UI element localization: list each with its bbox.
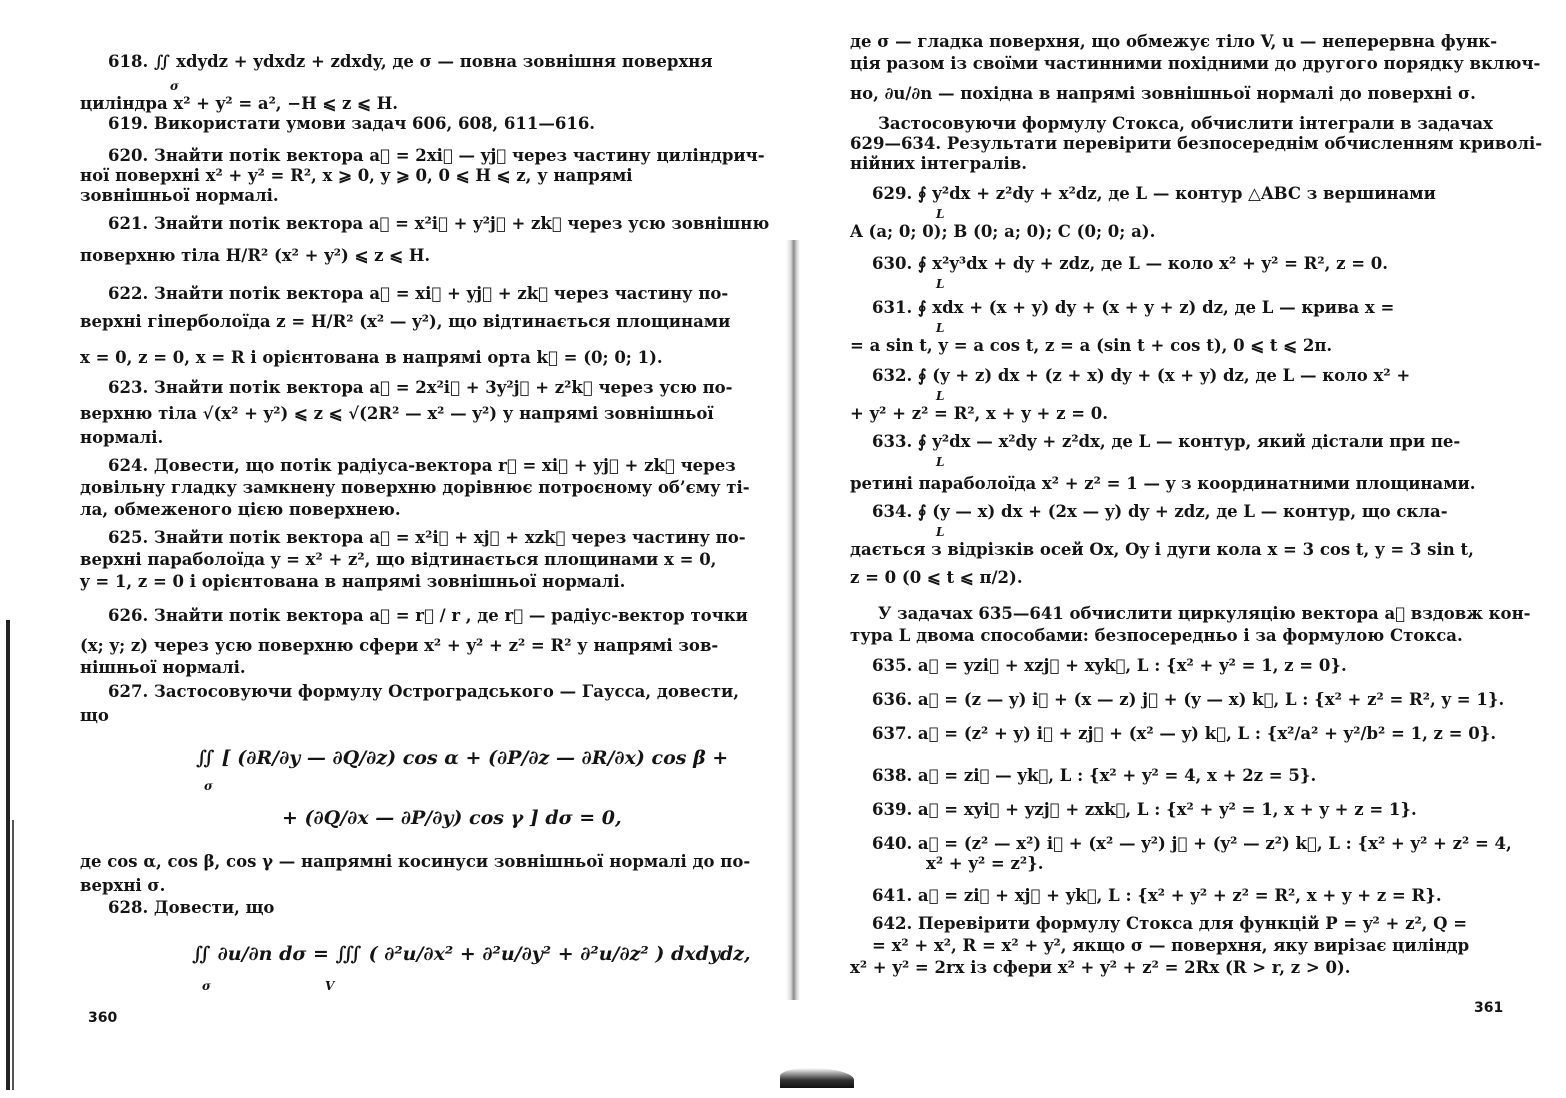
- problem-624-line1: 624. Довести, що потік радіуса-вектора r⃗ = xi⃗ + yj⃗ + zk⃗ через: [108, 456, 736, 475]
- problem-626-line2: (x; y; z) через усю поверхню сфери x² + y² + z² = R² у напрямі зов-: [80, 636, 719, 655]
- problem-639: 639. a⃗ = xyi⃗ + yzj⃗ + zxk⃗, L : {x² + y² = 1, x + y + z = 1}.: [872, 800, 1417, 819]
- problem-641: 641. a⃗ = zi⃗ + xj⃗ + yk⃗, L : {x² + y² + z² = R², x + y + z = R}.: [872, 886, 1442, 905]
- subscript-l: L: [936, 455, 945, 469]
- problem-623-line1: 623. Знайти потік вектора a⃗ = 2x²i⃗ + 3y²j⃗ + z²k⃗ через усю по-: [108, 378, 733, 397]
- problem-631-line1: 631. ∮ xdx + (x + y) dy + (x + y + z) dz, де L — крива x =: [872, 298, 1395, 317]
- subscript-l: L: [936, 207, 945, 221]
- problem-624-line2: довільну гладку замкнену поверхню дорівнює потроєному об’єму ті-: [80, 478, 750, 497]
- subscript-l: L: [936, 389, 945, 403]
- problem-633-line1: 633. ∮ y²dx — x²dy + z²dx, де L — контур, який дістали при пе-: [872, 432, 1461, 451]
- subscript-sigma: σ: [170, 79, 179, 93]
- problem-626-line3: нішньої нормалі.: [80, 658, 246, 677]
- circulation-intro-1: У задачах 635—641 обчислити циркуляцію вектора a⃗ вздовж кон-: [878, 604, 1531, 623]
- stokes-intro-1: Застосовуючи формулу Стокса, обчислити інтеграли в задачах: [878, 114, 1493, 133]
- problem-627-after2: верхні σ.: [80, 876, 166, 895]
- problem-621-line2: поверхню тіла H/R² (x² + y²) ⩽ z ⩽ H.: [80, 246, 431, 265]
- problem-636: 636. a⃗ = (z — y) i⃗ + (x — z) j⃗ + (y — x) k⃗, L : {x² + z² = R², y = 1}.: [872, 690, 1505, 709]
- circulation-intro-2: тура L двома способами: безпосередньо і за формулою Стокса.: [850, 626, 1463, 645]
- problem-625-line2: верхні параболоїда y = x² + z², що відтинається площинами x = 0,: [80, 550, 717, 569]
- formula-628: ∬ ∂u/∂n dσ = ∭ ( ∂²u/∂x² + ∂²u/∂y² + ∂²u/∂z² ) dxdydz,: [192, 943, 751, 965]
- problem-634-line2: дається з відрізків осей Ox, Oy і дуги кола x = 3 cos t, y = 3 sin t,: [850, 540, 1474, 559]
- problem-622-line2: верхні гіперболоїда z = H/R² (x² — y²), що відтинається площинами: [80, 312, 731, 331]
- problem-630: 630. ∮ x²y³dx + dy + zdz, де L — коло x² + y² = R², z = 0.: [872, 254, 1389, 273]
- problem-624-line3: ла, обмеженого цією поверхнею.: [80, 500, 401, 519]
- problem-626-line1: 626. Знайти потік вектора a⃗ = r⃗ / r , де r⃗ — радіус-вектор точки: [108, 606, 748, 625]
- problem-623-line3: нормалі.: [80, 428, 164, 447]
- problem-619: 619. Використати умови задач 606, 608, 611—616.: [108, 114, 596, 133]
- problem-618-cont: циліндра x² + y² = a², −H ⩽ z ⩽ H.: [80, 94, 399, 113]
- formula-627-sigma: σ: [204, 779, 213, 793]
- problem-634-line3: z = 0 (0 ⩽ t ⩽ π/2).: [850, 568, 1023, 587]
- formula-628-subscripts: σ V: [202, 979, 335, 993]
- problem-627-after1: де cos α, cos β, cos γ — напрямні косинуси зовнішньої нормалі до по-: [80, 852, 751, 871]
- problem-620-line3: зовнішньої нормалі.: [80, 186, 279, 205]
- right-line-1: де σ — гладка поверхня, що обмежує тіло V, u — неперервна функ-: [850, 32, 1498, 51]
- problem-627-line1: 627. Застосовуючи формулу Остроградського — Гаусса, довести,: [108, 682, 740, 701]
- formula-627-line2: + (∂Q/∂x — ∂P/∂y) cos γ ] dσ = 0,: [282, 807, 622, 829]
- problem-637: 637. a⃗ = (z² + y) i⃗ + zj⃗ + (x² — y) k⃗, L : {x²/a² + y²/b² = 1, z = 0}.: [872, 724, 1497, 743]
- subscript-l: L: [936, 277, 945, 291]
- problem-631-line2: = a sin t, y = a cos t, z = a (sin t + cos t), 0 ⩽ t ⩽ 2π.: [850, 336, 1333, 355]
- problem-628-line1: 628. Довести, що: [108, 898, 275, 917]
- stokes-intro-2: 629—634. Результати перевірити безпосереднім обчисленням криволі-: [850, 134, 1543, 153]
- problem-642-line3: x² + y² = 2rx із сфери x² + y² + z² = 2Rx (R > r, z > 0).: [850, 958, 1351, 977]
- problem-640-line2: x² + y² = z²}.: [926, 854, 1044, 873]
- problem-620-line1: 620. Знайти потік вектора a⃗ = 2xi⃗ — yj⃗ через частину циліндрич-: [108, 146, 765, 165]
- subscript-l: L: [936, 525, 945, 539]
- problem-620-line2: ної поверхні x² + y² = R², x ⩾ 0, y ⩾ 0, 0 ⩽ H ⩽ z, у напрямі: [80, 166, 633, 185]
- problem-621-line1: 621. Знайти потік вектора a⃗ = x²i⃗ + y²j⃗ + zk⃗ через усю зовнішню: [108, 214, 770, 233]
- problem-625-line1: 625. Знайти потік вектора a⃗ = x²i⃗ + xj⃗ + xzk⃗ через частину по-: [108, 528, 746, 547]
- problem-618-line: 618. ∬ xdydz + ydxdz + zdxdy, де σ — повна зовнішня поверхня: [108, 52, 713, 71]
- problem-622-line1: 622. Знайти потік вектора a⃗ = xi⃗ + yj⃗ + zk⃗ через частину по-: [108, 284, 729, 303]
- problem-640-line1: 640. a⃗ = (z² — x²) i⃗ + (x² — y²) j⃗ + (y² — z²) k⃗, L : {x² + y² + z² = 4,: [872, 834, 1512, 853]
- problem-632-line1: 632. ∮ (y + z) dx + (z + x) dy + (x + y) dz, де L — коло x² +: [872, 366, 1411, 385]
- problem-629-line1: 629. ∮ y²dx + z²dy + x²dz, де L — контур △ABC з вершинами: [872, 184, 1436, 203]
- problem-633-line2: ретині параболоїда x² + z² = 1 — y з координатними площинами.: [850, 474, 1476, 493]
- page-number: 361: [1474, 1000, 1504, 1016]
- problem-642-line2: = x² + x², R = x² + y², якщо σ — поверхня, яку вирізає циліндр: [872, 936, 1470, 955]
- problem-622-line3: x = 0, z = 0, x = R і орієнтована в напрямі орта k⃗ = (0; 0; 1).: [80, 348, 663, 367]
- page-number: 360: [88, 1010, 118, 1026]
- stokes-intro-3: нійних інтегралів.: [850, 154, 1027, 173]
- problem-623-line2: верхню тіла √(x² + y²) ⩽ z ⩽ √(2R² — x² — y²) у напрямі зовнішньої: [80, 404, 714, 423]
- problem-634-line1: 634. ∮ (y — x) dx + (2x — y) dy + zdz, де L — контур, що скла-: [872, 502, 1448, 521]
- problem-629-line2: A (a; 0; 0); B (0; a; 0); C (0; 0; a).: [850, 222, 1156, 241]
- problem-635: 635. a⃗ = yzi⃗ + xzj⃗ + xyk⃗, L : {x² + y² = 1, z = 0}.: [872, 656, 1347, 675]
- problem-632-line2: + y² + z² = R², x + y + z = 0.: [850, 404, 1108, 423]
- problem-625-line3: y = 1, z = 0 і орієнтована в напрямі зовнішньої нормалі.: [80, 572, 626, 591]
- problem-642-line1: 642. Перевірити формулу Стокса для функцій P = y² + z², Q =: [872, 914, 1468, 933]
- problem-627-line2: що: [80, 706, 109, 725]
- right-line-2: ція разом із своїми частинними похідними до другого порядку включ-: [850, 54, 1541, 73]
- subscript-l: L: [936, 321, 945, 335]
- right-page: [790, 0, 1566, 1098]
- right-line-3: но, ∂u/∂n — похідна в напрямі зовнішньої нормалі до поверхні σ.: [850, 84, 1476, 103]
- formula-627-line1: ∬ [ (∂R/∂y — ∂Q/∂z) cos α + (∂P/∂z — ∂R/∂x) cos β +: [196, 747, 729, 769]
- problem-638: 638. a⃗ = zi⃗ — yk⃗, L : {x² + y² = 4, x + 2z = 5}.: [872, 766, 1317, 785]
